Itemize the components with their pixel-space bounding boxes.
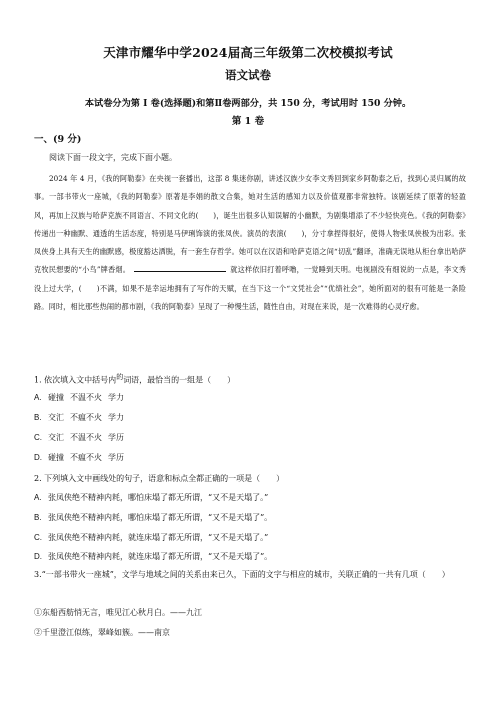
question-2-option-d[interactable] [34, 551, 272, 562]
exam-notice: 本试卷分为第 I 卷(选择题)和第Ⅱ卷两部分，共 150 分，考试用时 150 分钟。 [84, 98, 412, 109]
section-instruction: 阅读下面一段文字，完成下面小题。 [49, 153, 177, 162]
option-letter: D. [34, 552, 42, 561]
option-word: 不瘟不火 [70, 453, 102, 462]
option-letter: B. [34, 413, 42, 422]
option-letter: C. [34, 433, 42, 442]
option-letter: D. [34, 453, 42, 462]
exam-subtitle: 语文试卷 [225, 68, 271, 82]
option-letter: B. [34, 513, 42, 522]
option-word: 交汇 [48, 433, 64, 442]
question-3-item-2: ②千里澄江似练，翠峰如簇。——南京 [34, 628, 170, 637]
question-2-option-c[interactable] [34, 532, 268, 543]
option-word: 学历 [108, 433, 124, 442]
question-1-option-c[interactable] [34, 432, 124, 443]
option-text: 张凤侠绝不精神内耗，就连床塌了都无所谓，“又不是天塌了。” [48, 533, 269, 542]
option-letter: A. [34, 393, 42, 402]
question-1-option-d[interactable] [34, 452, 124, 463]
question-3-item-1: ①东船西舫悄无言，唯见江心秋月白。——九江 [34, 608, 202, 617]
question-1-stem [34, 372, 235, 386]
question-1-stem-sup: 的 [116, 373, 124, 381]
option-word: 碰撞 [48, 393, 64, 402]
question-3-stem: 3.“一部书带火一座城”，文学与地域之间的关系由来已久，下面的文字与相应的城市，关联正确的一共有几项（ ） [34, 570, 450, 579]
option-letter: A. [34, 493, 42, 502]
question-1-stem-part: 1. 依次填入文中括号内 [34, 375, 117, 385]
option-letter: C. [34, 533, 42, 542]
question-1-stem-part: 词语，最恰当的一组是（ ） [123, 375, 236, 385]
question-1-option-b[interactable] [34, 412, 124, 423]
question-2-option-b[interactable] [34, 512, 272, 523]
option-word: 学力 [108, 393, 124, 402]
volume-heading: 第 1 卷 [231, 116, 265, 127]
option-word: 不瘟不火 [70, 413, 102, 422]
option-word: 交汇 [48, 413, 64, 422]
section-heading: 一、(9 分) [34, 134, 82, 145]
option-word: 学历 [108, 453, 124, 462]
passage-text-part1: 2024 年 4 月，《我的阿勒泰》在央视一套播出，这部 8 集迷你剧，讲述汉族少女李文秀回到家乡阿勒泰之后，找到心灵归属的故事。一部书带火一座城，《我的阿勒泰》原著是李娟的散文合集，她对生活的感知力以及价值观都非常独特。该剧延续了原著的轻盈风，再加上汉族与哈萨克族不同语言、不同文化的( )，诞生出很多认知误解的小幽默，为剧集增添了不少轻快亮色。《我的阿勒泰》传递出一种幽默、通透的生活态度，特别是马伊琍饰演的张凤侠。演员的表演( )，分寸拿捏得很好，使得人物张凤侠极为出彩。张凤侠身上具有天生的幽默感，极度豁达洒脱，有一套生存哲学。她可以在汉语和哈萨克语之间“切乱”翻译，准确无误地从柜台拿出哈萨克牧民想要的“小鸟”牌香烟。 [34, 174, 466, 275]
option-word: 学力 [108, 413, 124, 422]
passage-paragraph [34, 170, 466, 316]
passage-text-part2: 就这样依旧打着呼噜，一觉睡到天明。电视剧没有细说的一点是，李文秀没上过大学，( )不满，如果不是幸运地拥有了写作的天赋，在当下这一个“文凭社会”“优绩社会”，她所面对的很有可能是一条险路。同时，相比那些热闹的都市剧，《我的阿勒泰》呈现了一种慢生活，随性自由，对现在来说，是一次难得的心灵疗愈。 [34, 265, 466, 312]
question-2-stem: 2. 下列填入文中画线处的句子，语意和标点全都正确的一项是（ ） [34, 474, 285, 483]
exam-title: 天津市耀华中学2024届高三年级第二次校模拟考试 [103, 45, 393, 60]
option-word: 碰撞 [48, 453, 64, 462]
option-word: 不温不火 [70, 393, 102, 402]
option-word: 不温不火 [70, 433, 102, 442]
underline-blank [134, 264, 226, 272]
option-text: 张凤侠绝不精神内耗，哪怕床塌了都无所谓，“又不是天塌了”。 [48, 513, 273, 522]
question-1-option-a[interactable] [34, 392, 124, 403]
option-text: 张凤侠绝不精神内耗，就连床塌了都无所谓，“又不是天塌了”。 [48, 552, 273, 561]
option-text: 张凤侠绝不精神内耗，哪怕床塌了都无所谓，“又不是天塌了。” [48, 493, 269, 502]
reading-passage [34, 170, 466, 316]
question-2-option-a[interactable] [34, 492, 268, 503]
